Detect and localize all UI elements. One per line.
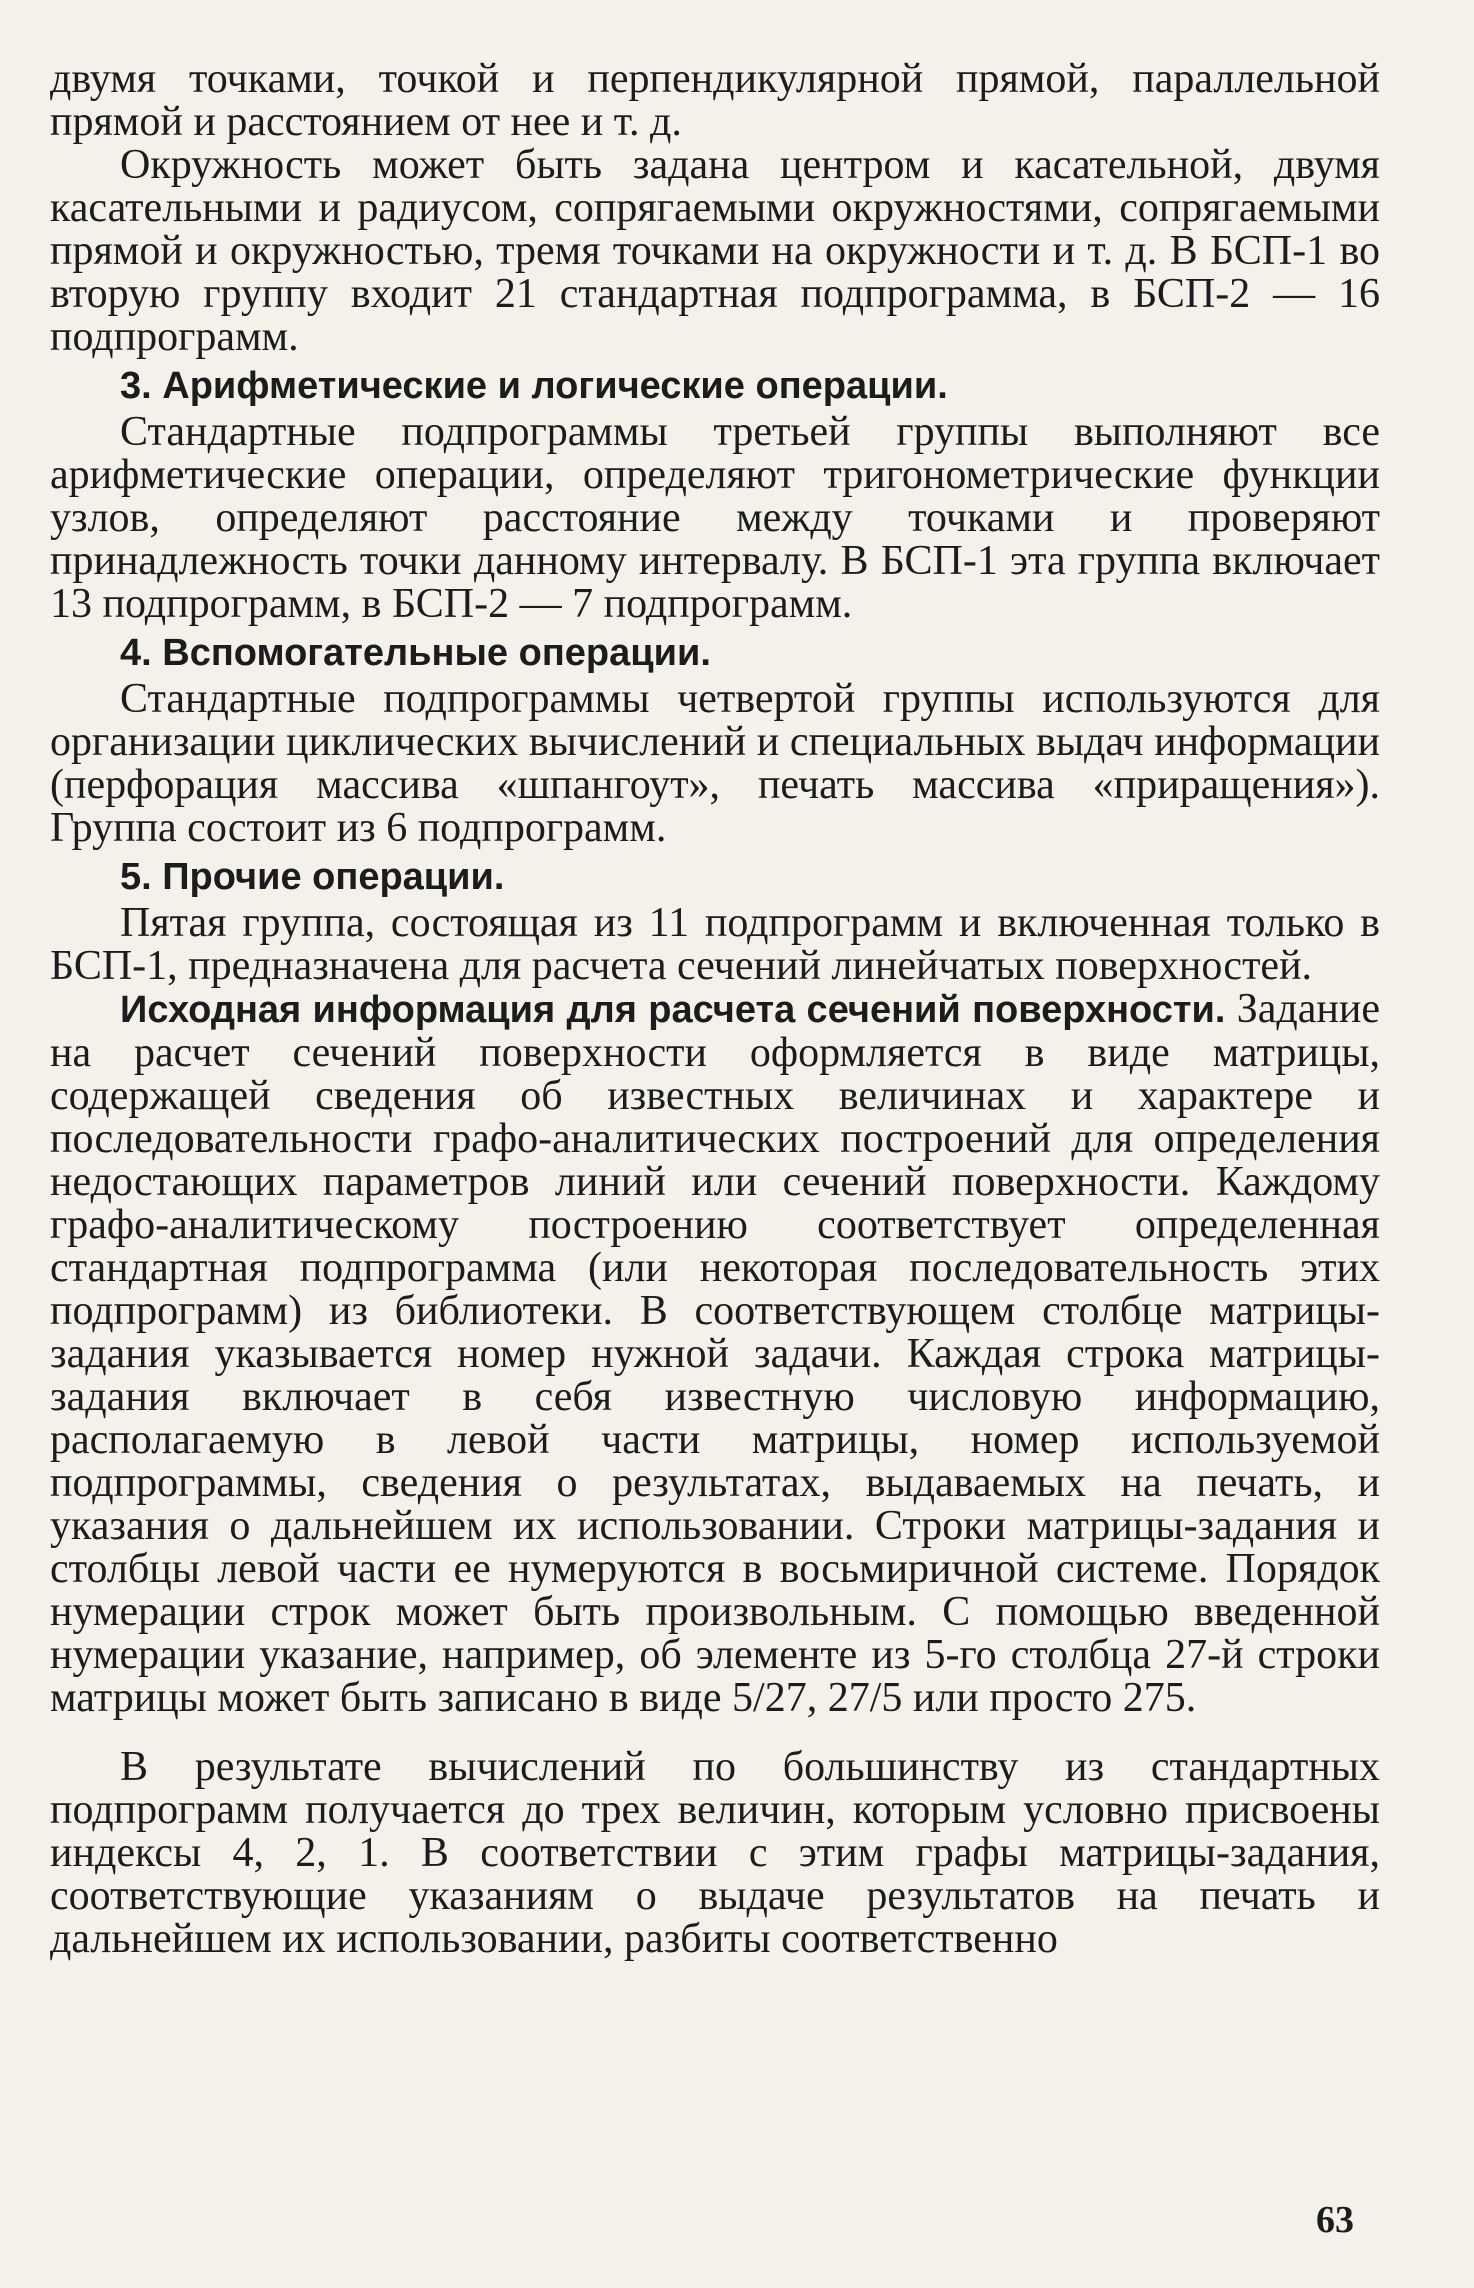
paragraph-continuation: двумя точками, точкой и перпендикулярной прямой, параллельной прямой и расстоянием от нее и т. д. bbox=[50, 56, 1380, 145]
section-text-auxiliary: Стандартные подпрограммы четвертой группы используются для организации циклических вычислений и специальных выдач информации (перфорация массива «шпангоут», печать массива «приращения»). Группа состоит из 6 подпрограмм. bbox=[50, 676, 1380, 851]
section-text-arithmetic: Стандартные подпрограммы третьей группы выполняют все арифметические операции, определяют тригонометрические функции узлов, определяют расстояние между точками и проверяют принадлежность точки данному интервалу. В БСП-1 эта группа включает 13 подпрограмм, в БСП-2 — 7 подпрограмм. bbox=[50, 409, 1380, 627]
paragraph-results: В результате вычислений по большинству из стандартных подпрограмм получается до трех величин, которым условно присвоены индексы 4, 2, 1. В соответствии с этим графы матрицы-задания, соответствующие указаниям о выдаче результатов на печать и дальнейшем их использовании, разбиты соответственно bbox=[50, 1744, 1380, 1962]
page-body bbox=[50, 58, 1380, 1961]
source-info-text: Задание на расчет сечений поверхности оформляется в виде матрицы, содержащей сведения об известных величинах и характере и последовательности графо-аналитических построений для определения недостающих параметров линий или сечений поверхности. Каждому графо-аналитическому построению соответствует определенная стандартная подпрограмма (или некоторая последовательность этих подпрограмм) из библиотеки. В соответствующем столбце матрицы-задания указывается номер нужной задачи. Каждая строка матрицы-задания включает в себя известную числовую информацию, располагаемую в левой части матрицы, номер используемой подпрограммы, сведения о результатах, выдаваемых на печать, и указания о дальнейшем их использовании. Строки матрицы-задания и столбцы левой части ее нумеруются в восьмиричной системе. Порядок нумерации строк может быть произвольным. С помощью введенной нумерации указание, например, об элементе из 5-го столбца 27-й строки матрицы может быть записано в виде 5/27, 27/5 или просто 275. bbox=[50, 986, 1380, 1721]
run-in-heading-source-info: Исходная информация для расчета сечений поверхности. bbox=[120, 989, 1226, 1031]
page-number: 63 bbox=[1316, 2199, 1354, 2241]
section-heading-arithmetic: 3. Арифметические и логические операции. bbox=[120, 365, 948, 407]
section-heading-other: 5. Прочие операции. bbox=[120, 856, 505, 898]
section-text-other: Пятая группа, состоящая из 11 подпрограмм и включенная только в БСП-1, предназначена для расчета сечений линейчатых поверхностей. bbox=[50, 900, 1380, 989]
paragraph-circle-definition: Окружность может быть задана центром и касательной, двумя касательными и радиусом, сопрягаемыми окружностями, сопрягаемыми прямой и окружностью, тремя точками на окружности и т. д. В БСП-1 во вторую группу входит 21 стандартная подпрограмма, в БСП-2 — 16 подпрограмм. bbox=[50, 142, 1380, 360]
section-heading-auxiliary: 4. Вспомогательные операции. bbox=[120, 632, 711, 674]
paragraph-source-info bbox=[50, 988, 1380, 1720]
